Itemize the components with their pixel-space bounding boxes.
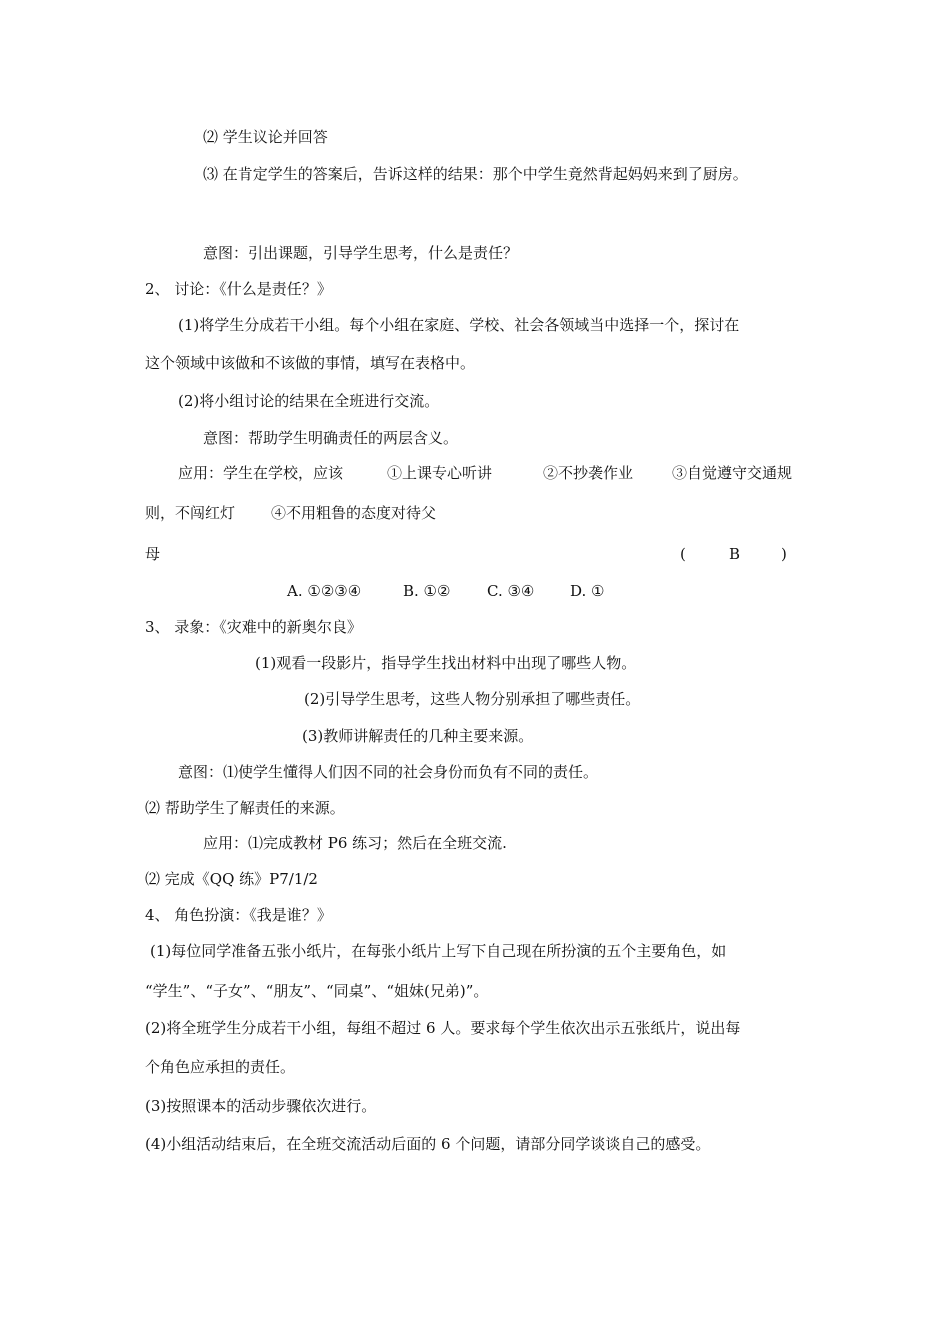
option-2: ②不抄袭作业 [543,464,634,482]
intent-1: 意图：引出课题，引导学生思考，什么是责任？ [203,244,519,262]
option-4-cont: 母 [145,545,161,563]
section-4-heading: 4、 角色扮演：《我是谁？》 [145,906,332,924]
section-4-item-4: (4)小组活动结束后，在全班交流活动后面的 6 个问题，请部分同学谈谈自己的感受。 [145,1135,711,1153]
choice-b: B. ①② [403,582,451,600]
section-4-item-1: (1)每位同学准备五张小纸片，在每张小纸片上写下自己现在所扮演的五个主要角色，如 [150,942,727,960]
section-2-item-1-cont: 这个领域中该做和不该做的事情，填写在表格中。 [145,354,476,372]
section-4-item-3: (3)按照课本的活动步骤依次进行。 [145,1097,377,1115]
option-4: ④不用粗鲁的态度对待父 [271,504,437,522]
intent-3: 意图：⑴使学生懂得人们因不同的社会身份而负有不同的责任。 [178,763,599,781]
section-2-item-2: (2)将小组讨论的结果在全班进行交流。 [178,392,440,410]
option-1: ①上课专心听讲 [387,464,493,482]
choice-a: A. ①②③④ [287,582,362,600]
application-2: 应用：⑴完成教材 P6 练习；然后在全班交流. [203,834,507,852]
section-3-item-1: (1)观看一段影片，指导学生找出材料中出现了哪些人物。 [255,654,637,672]
answer-value: B [729,545,741,563]
section-2-heading: 2、 讨论：《什么是责任？》 [145,280,332,298]
application-2-part-2: ⑵ 完成《QQ 练》P7/1/2 [145,870,318,888]
section-3-heading: 3、 录象：《灾难中的新奥尔良》 [145,618,362,636]
option-3-cont: 则，不闯红灯 [145,504,236,522]
section-3-item-3: (3)教师讲解责任的几种主要来源。 [302,727,534,745]
application-1-stem: 应用：学生在学校，应该 [178,464,344,482]
section-4-item-1-cont: “学生”、“子女”、“朋友”、“同桌”、“姐妹(兄弟)”。 [145,982,489,1000]
answer-close-paren: ) [781,545,787,563]
section-3-item-2: (2)引导学生思考，这些人物分别承担了哪些责任。 [304,690,641,708]
section-2-item-1: (1)将学生分成若干小组。每个小组在家庭、学校、社会各领域当中选择一个，探讨在 [178,316,740,334]
choice-d: D. ① [570,582,605,600]
section-4-item-2: (2)将全班学生分成若干小组，每组不超过 6 人。要求每个学生依次出示五张纸片，说出每 [145,1019,741,1037]
step-3-result: ⑶ 在肯定学生的答案后，告诉这样的结果：那个中学生竟然背起妈妈来到了厨房。 [203,165,748,183]
choice-c: C. ③④ [487,582,535,600]
intent-3-part-2: ⑵ 帮助学生了解责任的来源。 [145,799,345,817]
section-4-item-2-cont: 个角色应承担的责任。 [145,1058,296,1076]
option-3: ③自觉遵守交通规 [672,464,793,482]
intent-2: 意图：帮助学生明确责任的两层含义。 [203,429,459,447]
answer-open-paren: ( [680,545,686,563]
step-2-discuss: ⑵ 学生议论并回答 [203,128,328,146]
